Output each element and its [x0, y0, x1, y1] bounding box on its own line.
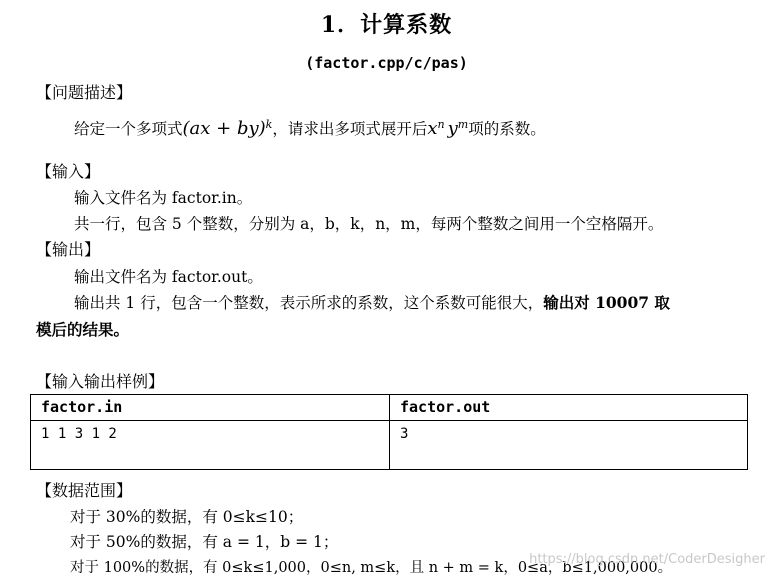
sample-header: 【输入输出样例】	[36, 372, 165, 391]
watermark: https://blog.csdn.net/CoderDesigher	[529, 552, 765, 567]
sample-col-input: factor.in	[31, 395, 390, 421]
sample-input-value: 1 1 3 1 2	[31, 421, 390, 470]
term-x-exponent: n	[437, 117, 445, 131]
output-line-2-bold: 输出对 10007 取	[543, 293, 670, 312]
formula-exponent: k	[265, 117, 273, 131]
output-line-3: 模后的结果。	[36, 320, 130, 339]
range-line-2: 对于 50%的数据，有 a = 1，b = 1；	[70, 533, 339, 551]
input-line-1: 输入文件名为 factor.in。	[74, 189, 253, 207]
term-y: y	[447, 118, 458, 139]
formula: (ax + by)	[182, 118, 266, 139]
problem-files: (factor.cpp/c/pas)	[305, 54, 468, 72]
output-line-2	[74, 291, 670, 313]
range-line-3: 对于 100%的数据，有 0≤k≤1,000，0≤n, m≤k，且 n + m = k，0≤a，b≤1,000,000。	[70, 560, 673, 576]
output-line-2-normal: 输出共 1 行，包含一个整数，表示所求的系数，这个系数可能很大，	[74, 294, 544, 312]
term-y-exponent: m	[457, 117, 469, 131]
output-header: 【输出】	[36, 240, 101, 259]
description-text-before: 给定一个多项式	[74, 120, 183, 138]
input-header: 【输入】	[36, 162, 101, 181]
description-text-after: 项的系数。	[468, 120, 546, 138]
output-line-1: 输出文件名为 factor.out。	[74, 268, 263, 286]
range-line-1: 对于 30%的数据，有 0≤k≤10；	[70, 508, 304, 526]
term-x: x	[427, 118, 438, 139]
description-header: 【问题描述】	[36, 83, 133, 102]
sample-table-header-row	[31, 395, 748, 421]
range-header: 【数据范围】	[36, 481, 133, 500]
sample-output-value: 3	[390, 421, 748, 470]
description-text	[74, 117, 546, 139]
sample-table-row	[31, 421, 748, 470]
sample-table	[30, 394, 748, 470]
problem-title: 1．计算系数	[320, 12, 453, 38]
description-text-middle: ，请求出多项式展开后	[272, 120, 428, 138]
input-line-2: 共一行，包含 5 个整数，分别为 a，b，k，n，m，每两个整数之间用一个空格隔开。	[74, 215, 664, 233]
sample-col-output: factor.out	[390, 395, 748, 421]
